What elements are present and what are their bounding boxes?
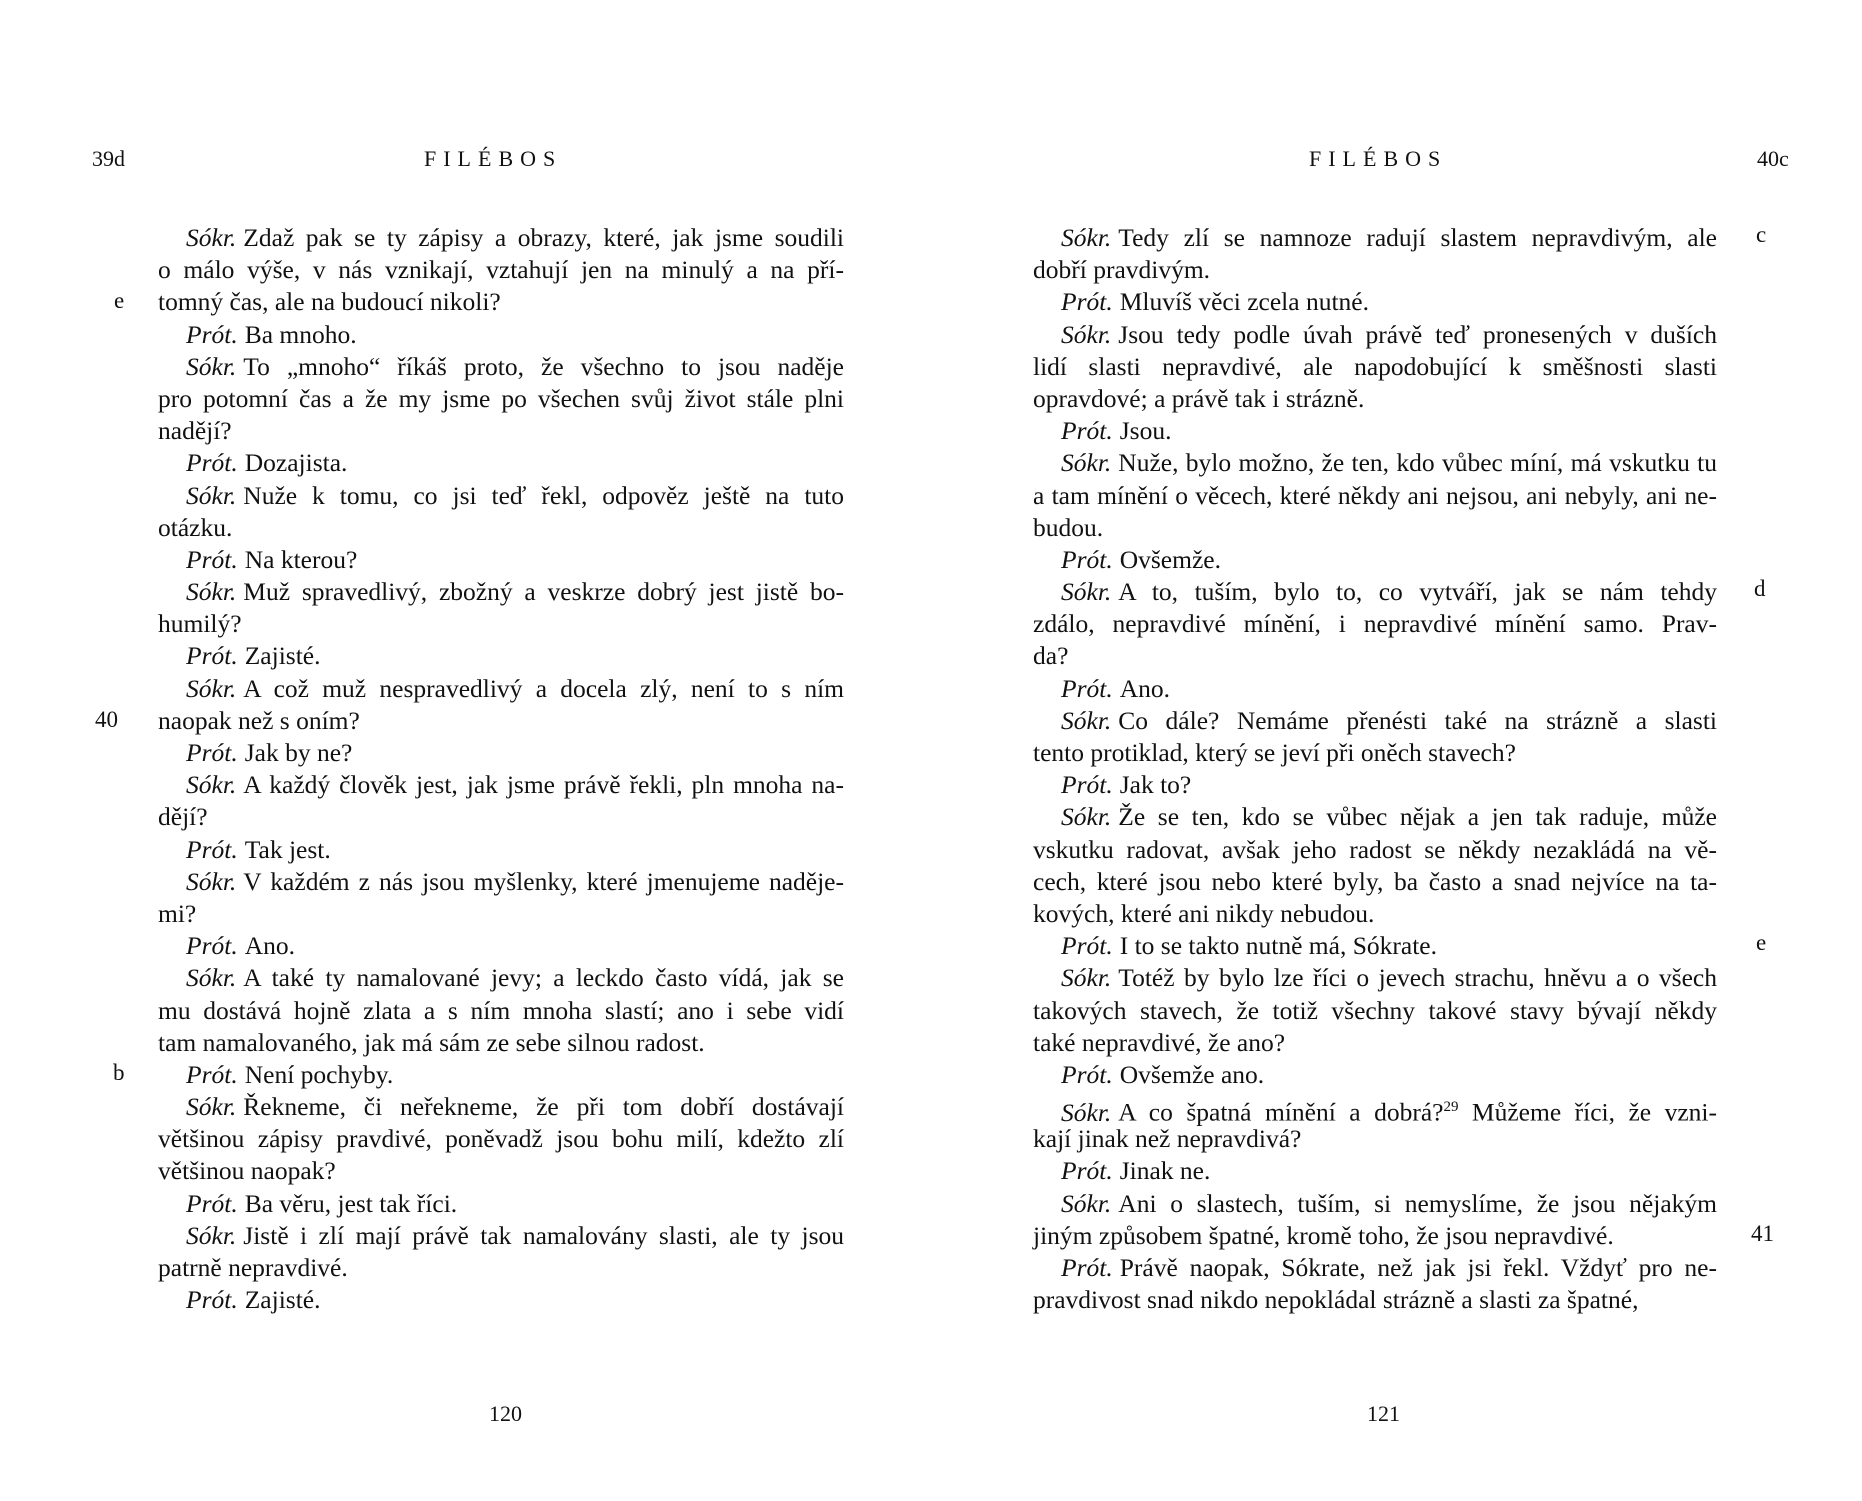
- line-text: Muž spravedlivý, zbožný a veskrze dobrý jest jistě bo-: [243, 577, 844, 607]
- text-line: [1033, 1027, 1717, 1059]
- speaker-label: Sókr.: [1061, 705, 1112, 735]
- line-text: jiným způsobem špatné, kromě toho, že jsou nepravdivé.: [1033, 1220, 1614, 1250]
- text-line: [158, 705, 844, 737]
- text-line: [1033, 576, 1717, 608]
- text-line: [158, 1155, 844, 1187]
- speaker-label: Sókr.: [1061, 448, 1112, 478]
- line-text: kových, které ani nikdy nebudou.: [1033, 898, 1375, 928]
- speaker-label: Prót.: [1061, 931, 1113, 961]
- line-text: nadějí?: [158, 416, 232, 446]
- speaker-label: Prót.: [1061, 673, 1113, 703]
- text-line: [158, 480, 844, 512]
- right-page-number: 121: [1367, 1401, 1400, 1426]
- speaker-label: Prót.: [1061, 770, 1113, 800]
- line-text: zdálo, nepravdivé mínění, i nepravdivé mínění samo. Prav-: [1033, 609, 1717, 639]
- line-text: Nuže, bylo možno, že ten, kdo vůbec míní, má vskutku tu: [1118, 448, 1717, 478]
- speaker-label: Prót.: [186, 931, 238, 961]
- speaker-label: Prót.: [186, 641, 238, 671]
- text-line: [1033, 1284, 1717, 1316]
- line-text: kají jinak než nepravdivá?: [1033, 1124, 1302, 1154]
- speaker-label: Prót.: [186, 544, 238, 574]
- text-line: [158, 834, 844, 866]
- line-text: opravdové; a právě tak i strázně.: [1033, 383, 1365, 413]
- line-text: pro potomní čas a že my jsme po všechen svůj život stále plni: [158, 383, 844, 413]
- text-line: [1033, 222, 1717, 254]
- line-text: humilý?: [158, 609, 242, 639]
- line-text: A co špatná mínění a dobrá?: [1118, 1097, 1444, 1127]
- text-line: [1033, 769, 1717, 801]
- line-text: Jistě i zlí mají právě tak namalovány slasti, ale ty jsou: [243, 1220, 844, 1250]
- line-text: Jak to?: [1119, 770, 1192, 800]
- line-text: patrně nepravdivé.: [158, 1253, 348, 1282]
- right-stephanus-ref: 40c: [1757, 146, 1789, 171]
- text-line: [158, 962, 844, 994]
- line-text: Na kterou?: [244, 544, 358, 574]
- text-line: [1033, 673, 1717, 705]
- text-line: [1033, 512, 1717, 544]
- line-text: A to, tuším, bylo to, co vytváří, jak se nám tehdy: [1118, 577, 1717, 607]
- text-line: [158, 801, 844, 833]
- text-line: [158, 930, 844, 962]
- text-line: [158, 898, 844, 930]
- line-text: Ba mnoho.: [244, 319, 357, 349]
- speaker-label: Sókr.: [1061, 223, 1112, 252]
- line-text: Řekneme, či neřekneme, že při tom dobří dostávají: [243, 1092, 844, 1122]
- right-text-block: [1033, 222, 1717, 1316]
- footnote-marker: 29: [1443, 1099, 1459, 1116]
- line-text: budou.: [1033, 512, 1104, 542]
- text-line: [158, 995, 844, 1027]
- text-line: [158, 1284, 844, 1316]
- speaker-label: Sókr.: [186, 223, 237, 252]
- text-line: [1033, 995, 1717, 1027]
- text-line: [1033, 640, 1717, 672]
- line-text: Totéž by bylo lze říci o jevech strachu, hněvu a o všech: [1118, 963, 1717, 993]
- text-line: [1033, 286, 1717, 318]
- speaker-label: Prót.: [186, 448, 238, 478]
- text-line: [1033, 737, 1717, 769]
- text-line: [1033, 1059, 1717, 1091]
- text-line: [158, 608, 844, 640]
- right-margin-ref-41: 41: [1751, 1221, 1774, 1246]
- line-text: Jinak ne.: [1119, 1156, 1211, 1186]
- left-text-block: [158, 222, 844, 1316]
- line-text: I to se takto nutně má, Sókrate.: [1119, 931, 1437, 961]
- text-line: [158, 1188, 844, 1220]
- line-text: Ba věru, jest tak říci.: [244, 1188, 458, 1218]
- line-text: naopak než s oním?: [158, 705, 360, 735]
- speaker-label: Sókr.: [1061, 319, 1112, 349]
- line-text: Mluvíš věci zcela nutné.: [1119, 287, 1369, 317]
- speaker-label: Prót.: [186, 1188, 238, 1218]
- text-line: [158, 1123, 844, 1155]
- line-text: tento protiklad, který se jeví při oněch stavech?: [1033, 738, 1516, 767]
- line-text: Co dále? Nemáme přenésti také na strázně a slasti: [1118, 705, 1717, 735]
- speaker-label: Prót.: [186, 834, 238, 864]
- speaker-label: Sókr.: [186, 866, 237, 896]
- text-line: [1033, 1091, 1717, 1127]
- line-text: Tedy zlí se namnoze radují slastem nepravdivým, ale: [1118, 223, 1717, 252]
- text-line: [158, 415, 844, 447]
- text-line: [1033, 415, 1717, 447]
- speaker-label: Sókr.: [1061, 802, 1112, 832]
- right-margin-ref-c: c: [1756, 222, 1767, 247]
- text-line: [1033, 834, 1717, 866]
- left-page-number: 120: [489, 1401, 522, 1426]
- speaker-label: Sókr.: [186, 963, 237, 993]
- text-line: [1033, 866, 1717, 898]
- line-text: většinou naopak?: [158, 1156, 336, 1186]
- speaker-label: Prót.: [1061, 544, 1113, 574]
- left-margin-ref-e: e: [114, 288, 125, 313]
- text-line: [158, 319, 844, 351]
- speaker-label: Prót.: [1061, 1253, 1113, 1282]
- line-text: vskutku radovat, avšak jeho radost se někdy nezakládá na vě-: [1033, 834, 1717, 864]
- line-text: Můžeme říci, že vzni-: [1458, 1097, 1717, 1127]
- text-line: [158, 769, 844, 801]
- speaker-label: Prót.: [186, 1285, 238, 1315]
- text-line: [1033, 480, 1717, 512]
- text-line: [158, 673, 844, 705]
- line-text: mu dostává hojně zlata a s ním mnoha slastí; ano i sebe vidí: [158, 995, 844, 1025]
- line-text: Právě naopak, Sókrate, než jak jsi řekl. Vždyť pro ne-: [1119, 1253, 1717, 1282]
- text-line: [1033, 447, 1717, 479]
- speaker-label: Sókr.: [1061, 1188, 1112, 1218]
- text-line: [1033, 1123, 1717, 1155]
- line-text: a tam mínění o věcech, které někdy ani nejsou, ani nebyly, ani ne-: [1033, 480, 1717, 510]
- line-text: takových stavech, že totiž všechny takové stavy bývají někdy: [1033, 995, 1717, 1025]
- text-line: [158, 1027, 844, 1059]
- speaker-label: Prót.: [1061, 1059, 1113, 1089]
- line-text: A také ty namalované jevy; a leckdo často vídá, jak se: [243, 963, 844, 993]
- text-line: [158, 866, 844, 898]
- text-line: [158, 447, 844, 479]
- text-line: [1033, 962, 1717, 994]
- line-text: Tak jest.: [244, 834, 331, 864]
- text-line: [1033, 1252, 1717, 1284]
- right-running-head: FILÉBOS: [1309, 146, 1448, 171]
- left-margin-ref-40: 40: [95, 707, 118, 732]
- line-text: tam namalovaného, jak má sám ze sebe silnou radost.: [158, 1027, 705, 1057]
- line-text: Že se ten, kdo se vůbec nějak a jen tak raduje, může: [1118, 802, 1717, 832]
- line-text: Ano.: [244, 931, 296, 961]
- text-line: [158, 286, 844, 318]
- line-text: lidí slasti nepravdivé, ale napodobující k směšnosti slasti: [1033, 351, 1717, 381]
- line-text: Zajisté.: [244, 641, 321, 671]
- text-line: [1033, 1155, 1717, 1187]
- text-line: [158, 222, 844, 254]
- text-line: [158, 1252, 844, 1284]
- text-line: [158, 1220, 844, 1252]
- line-text: dějí?: [158, 802, 208, 832]
- line-text: také nepravdivé, že ano?: [1033, 1027, 1286, 1057]
- text-line: [158, 1059, 844, 1091]
- line-text: cech, které jsou nebo které byly, ba často a snad nejvíce na ta-: [1033, 866, 1717, 896]
- text-line: [158, 737, 844, 769]
- speaker-label: Prót.: [186, 738, 238, 767]
- line-text: A což muž nespravedlivý a docela zlý, není to s ním: [243, 673, 844, 703]
- speaker-label: Sókr.: [186, 480, 237, 510]
- line-text: Není pochyby.: [244, 1059, 394, 1089]
- speaker-label: Sókr.: [186, 1220, 237, 1250]
- text-line: [158, 383, 844, 415]
- line-text: Jsou.: [1119, 416, 1172, 446]
- text-line: [1033, 383, 1717, 415]
- speaker-label: Sókr.: [186, 770, 237, 800]
- line-text: pravdivost snad nikdo nepokládal strázně a slasti za špatné,: [1033, 1285, 1639, 1315]
- left-running-head: FILÉBOS: [424, 146, 563, 171]
- speaker-label: Sókr.: [186, 351, 237, 381]
- speaker-label: Prót.: [186, 1059, 238, 1089]
- line-text: o málo výše, v nás vznikají, vztahují jen na minulý a na pří-: [158, 255, 844, 285]
- text-line: [1033, 1220, 1717, 1252]
- line-text: To „mnoho“ říkáš proto, že všechno to jsou naděje: [243, 351, 844, 381]
- line-text: Ovšemže.: [1119, 544, 1221, 574]
- speaker-label: Sókr.: [1061, 577, 1112, 607]
- line-text: Ani o slastech, tuším, si nemyslíme, že jsou nějakým: [1118, 1188, 1717, 1218]
- line-text: Jak by ne?: [244, 738, 353, 767]
- line-text: dobří pravdivým.: [1033, 255, 1211, 285]
- right-margin-ref-d: d: [1754, 576, 1766, 601]
- left-stephanus-ref: 39d: [92, 146, 125, 171]
- line-text: mi?: [158, 898, 197, 928]
- speaker-label: Sókr.: [186, 673, 237, 703]
- line-text: Ovšemže ano.: [1119, 1059, 1265, 1089]
- text-line: [1033, 608, 1717, 640]
- text-line: [1033, 254, 1717, 286]
- text-line: [1033, 544, 1717, 576]
- text-line: [158, 351, 844, 383]
- speaker-label: Prót.: [186, 319, 238, 349]
- speaker-label: Prót.: [1061, 1156, 1113, 1186]
- line-text: Dozajista.: [244, 448, 348, 478]
- text-line: [1033, 1188, 1717, 1220]
- text-line: [158, 576, 844, 608]
- line-text: většinou zápisy pravdivé, poněvadž jsou bohu milí, kdežto zlí: [158, 1124, 844, 1154]
- speaker-label: Prót.: [1061, 287, 1113, 317]
- right-margin-ref-e: e: [1756, 930, 1767, 955]
- line-text: V každém z nás jsou myšlenky, které jmenujeme naděje-: [243, 866, 844, 896]
- text-line: [158, 640, 844, 672]
- speaker-label: Sókr.: [1061, 963, 1112, 993]
- speaker-label: Sókr.: [1061, 1097, 1112, 1127]
- line-text: otázku.: [158, 512, 233, 542]
- text-line: [158, 544, 844, 576]
- right-page: [931, 0, 1862, 1501]
- line-text: Ano.: [1119, 673, 1171, 703]
- line-text: tomný čas, ale na budoucí nikoli?: [158, 287, 501, 317]
- line-text: Nuže k tomu, co jsi teď řekl, odpověz ještě na tuto: [243, 480, 844, 510]
- text-line: [1033, 319, 1717, 351]
- line-text: da?: [1033, 641, 1069, 671]
- line-text: A každý člověk jest, jak jsme právě řekli, pln mnoha na-: [243, 770, 844, 800]
- speaker-label: Sókr.: [186, 577, 237, 607]
- line-text: Zajisté.: [244, 1285, 321, 1315]
- line-text: Jsou tedy podle úvah právě teď pronesených v duších: [1118, 319, 1717, 349]
- text-line: [1033, 351, 1717, 383]
- text-line: [158, 254, 844, 286]
- left-margin-ref-b: b: [113, 1060, 125, 1085]
- speaker-label: Prót.: [1061, 416, 1113, 446]
- line-text: Zdaž pak se ty zápisy a obrazy, které, jak jsme soudili: [243, 223, 844, 252]
- text-line: [1033, 930, 1717, 962]
- text-line: [1033, 705, 1717, 737]
- text-line: [158, 512, 844, 544]
- text-line: [158, 1091, 844, 1123]
- text-line: [1033, 801, 1717, 833]
- text-line: [1033, 898, 1717, 930]
- speaker-label: Sókr.: [186, 1092, 237, 1122]
